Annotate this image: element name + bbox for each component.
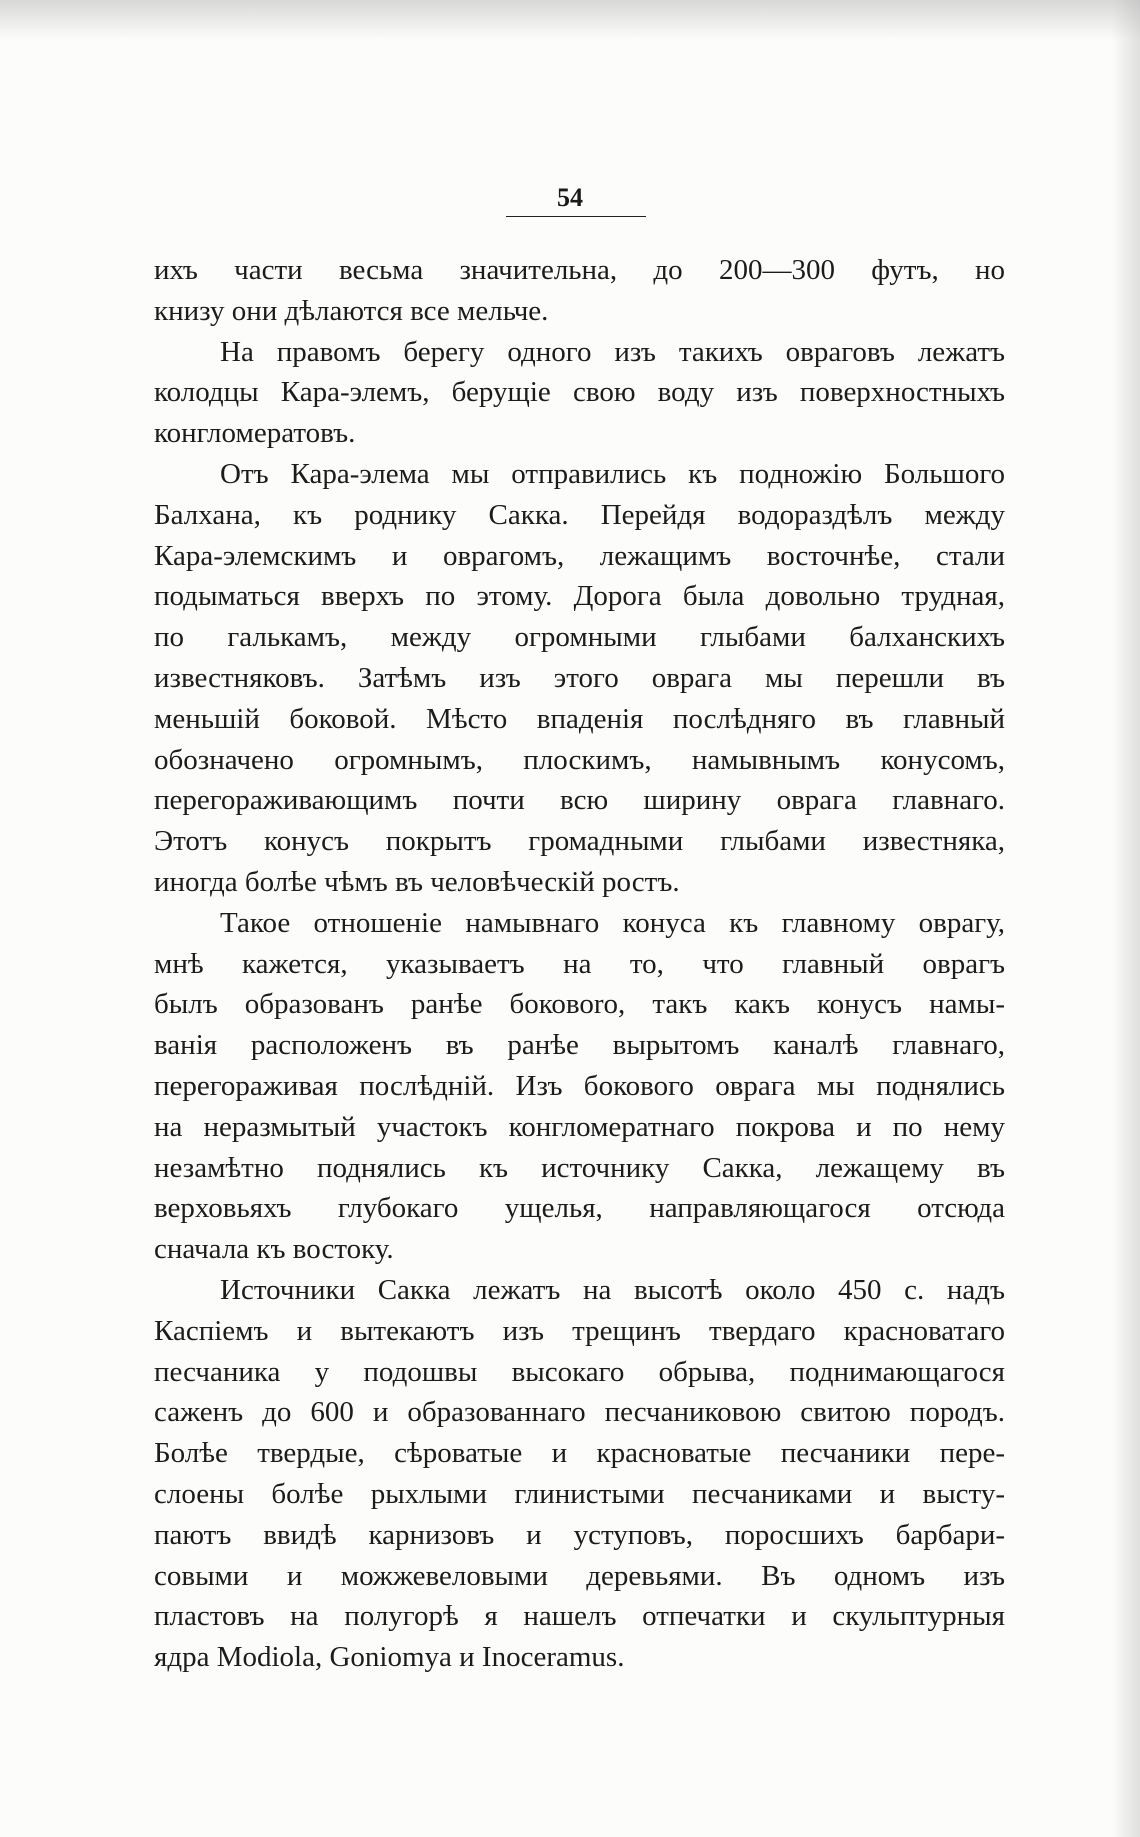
- paragraph: [154, 903, 1005, 1270]
- text-line: перегораживая послѣдній. Изъ бокового оврага мы поднялись: [154, 1069, 1005, 1102]
- text-line: Болѣе твердые, сѣроватые и красноватые песчаники пере-: [154, 1437, 1005, 1470]
- text-line: иногда болѣе чѣмъ въ человѣческій ростъ.: [154, 865, 680, 898]
- text-line: конгломератовъ.: [154, 417, 356, 450]
- text-line: верховьяхъ глубокаго ущелья, направляющагося отсюда: [154, 1192, 1005, 1225]
- text-line: Этотъ конусъ покрытъ громадными глыбами известняка,: [154, 825, 1005, 858]
- text-line: Каспіемъ и вытекаютъ изъ трещинъ твердаго красноватаго: [154, 1314, 1005, 1347]
- text-line: мнѣ кажется, указываетъ на то, что главный оврагъ: [154, 947, 1005, 980]
- text-line: ванія расположенъ въ ранѣе вырытомъ каналѣ главнаго,: [154, 1029, 1005, 1062]
- text-line: Кара-элемскимъ и оврагомъ, лежащимъ восточнѣе, стали: [154, 539, 1005, 572]
- text-line: незамѣтно поднялись къ источнику Сакка, лежащему въ: [154, 1151, 1005, 1184]
- text-line: совыми и можжевеловыми деревьями. Въ одномъ изъ: [154, 1559, 1005, 1592]
- text-line: книзу они дѣлаются все мельче.: [154, 294, 549, 327]
- text-line: Отъ Кара-элема мы отправились къ подножію Большого: [220, 457, 1005, 490]
- text-line: подыматься вверхъ по этому. Дорога была довольно трудная,: [154, 580, 1005, 613]
- text-line: известняковъ. Затѣмъ изъ этого оврага мы перешли въ: [154, 661, 1005, 694]
- text-line: пластовъ на полугорѣ я нашелъ отпечатки и скульптурныя: [154, 1600, 1005, 1633]
- page-number: 54: [557, 183, 583, 212]
- paragraph: [154, 250, 1005, 332]
- text-line: На правомъ берегу одного изъ такихъ овраговъ лежатъ: [220, 335, 1005, 368]
- page-number-rule: [506, 216, 646, 217]
- text-line: песчаника у подошвы высокаго обрыва, поднимающагося: [154, 1355, 1005, 1388]
- text-line: колодцы Кара-элемъ, берущіе свою воду изъ поверхностныхъ: [154, 376, 1005, 409]
- text-line: по галькамъ, между огромными глыбами балханскихъ: [154, 621, 1005, 654]
- text-line: ядра Modiola, Goniomya и Inoceramus.: [154, 1641, 625, 1674]
- scan-edge-top: [0, 0, 1140, 40]
- paragraph: [154, 1270, 1005, 1678]
- text-line: былъ образованъ ранѣе боковоrо, такъ какъ конусъ намы-: [154, 988, 1005, 1021]
- text-line: меньшій боковой. Мѣсто впаденія послѣдняго въ главный: [154, 702, 1005, 735]
- paragraph: [154, 454, 1005, 903]
- text-line: Источники Сакка лежатъ на высотѣ около 450 с. надъ: [220, 1273, 1005, 1306]
- text-line: на неразмытый участокъ конгломератнаго покрова и по нему: [154, 1110, 1005, 1143]
- text-line: Балхана, къ роднику Сакка. Перейдя водораздѣлъ между: [154, 498, 1005, 531]
- paragraph: [154, 332, 1005, 454]
- text-line: Такое отношеніе намывнаго конуса къ главному оврагу,: [220, 906, 1005, 939]
- text-line: слоены болѣе рыхлыми глинистыми песчаниками и высту-: [154, 1477, 1005, 1510]
- body-text: [154, 250, 1005, 1678]
- text-line: ихъ части весьма значительна, до 200—300 футъ, но: [154, 254, 1005, 286]
- scan-edge-right: [1112, 0, 1140, 1837]
- text-line: перегораживающимъ почти всю ширину оврага главнаго.: [154, 784, 1005, 817]
- text-line: паютъ ввидѣ карнизовъ и уступовъ, поросшихъ барбари-: [154, 1518, 1005, 1551]
- text-line: обозначено огромнымъ, плоскимъ, намывнымъ конусомъ,: [154, 743, 1005, 776]
- text-line: сначала къ востоку.: [154, 1233, 394, 1266]
- text-line: саженъ до 600 и образованнаго песчаниковою свитою породъ.: [154, 1396, 1005, 1429]
